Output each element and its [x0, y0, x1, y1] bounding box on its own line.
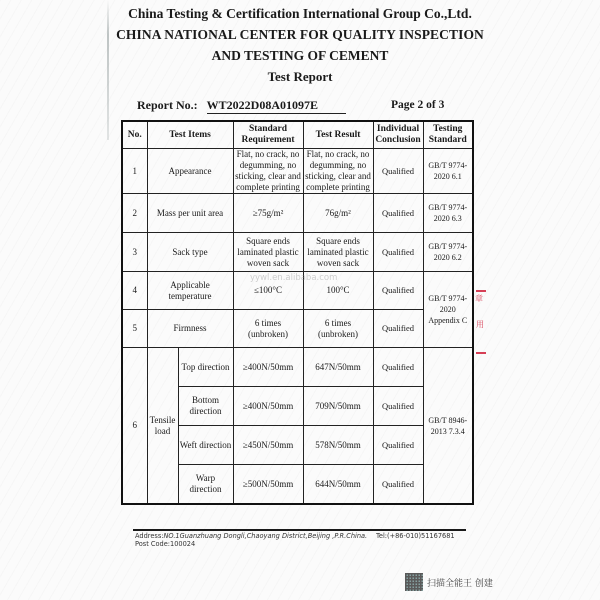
test-item: Appearance: [147, 149, 233, 194]
footer-telephone: Tel:(+86-010)51167681: [376, 532, 455, 540]
requirement: Flat, no crack, no degumming, no sticking, clear and complete printing: [233, 149, 303, 194]
row-no: 6: [122, 348, 147, 505]
test-item: Mass per unit area: [147, 194, 233, 233]
table-row: [122, 194, 473, 233]
conclusion: Qualified: [373, 348, 423, 387]
table-row: [122, 149, 473, 194]
row-no: 4: [122, 272, 147, 310]
result: 578N/50mm: [303, 426, 373, 465]
requirement: ≥75g/m²: [233, 194, 303, 233]
testing-standard: GB/T 9774-2020 Appendix C: [423, 272, 473, 348]
watermark: yywl.en.alibaba.com: [250, 273, 338, 283]
report-number: [137, 98, 346, 114]
report-number-label: Report No.:: [137, 98, 198, 112]
conclusion: Qualified: [373, 149, 423, 194]
conclusion: Qualified: [373, 387, 423, 426]
result: 647N/50mm: [303, 348, 373, 387]
report-number-value: WT2022D08A01097E: [207, 98, 346, 114]
company-name: China Testing & Certification International Group Co.,Ltd.: [128, 6, 472, 21]
test-item: Sack type: [147, 233, 233, 272]
row-no: 2: [122, 194, 147, 233]
col-header-conclusion: Individual Conclusion: [373, 121, 423, 149]
test-item: Applicable temperature: [147, 272, 233, 310]
post-code: Post Code:100024: [135, 540, 196, 548]
requirement: Square ends laminated plastic woven sack: [233, 233, 303, 272]
table-row: [122, 310, 473, 348]
col-header-standard: Testing Standard: [423, 121, 473, 149]
requirement: ≥450N/50mm: [233, 426, 303, 465]
requirement: 6 times (unbroken): [233, 310, 303, 348]
page-indicator: Page 2 of 3: [391, 99, 445, 111]
footer-address: [135, 532, 367, 548]
requirement: ≥500N/50mm: [233, 465, 303, 505]
tensile-direction: Warp direction: [178, 465, 233, 505]
result: 6 times (unbroken): [303, 310, 373, 348]
conclusion: Qualified: [373, 272, 423, 310]
table-header-row: [122, 121, 473, 149]
test-item: Tensile load: [147, 348, 178, 505]
qr-code-icon: [405, 573, 423, 591]
conclusion: Qualified: [373, 194, 423, 233]
table-row-tensile: [122, 348, 473, 387]
result: Flat, no crack, no degumming, no sticking, clear and complete printing: [303, 149, 373, 194]
requirement: ≤100°C: [233, 272, 303, 310]
document-title: Test Report: [267, 69, 333, 84]
scanner-label: 扫描全能王 创建: [427, 578, 493, 589]
conclusion: Qualified: [373, 233, 423, 272]
row-no: 3: [122, 233, 147, 272]
footer-divider: [133, 529, 466, 531]
conclusion: Qualified: [373, 465, 423, 505]
tensile-direction: Bottom direction: [178, 387, 233, 426]
row-no: 1: [122, 149, 147, 194]
requirement: ≥400N/50mm: [233, 348, 303, 387]
row-no: 5: [122, 310, 147, 348]
col-header-requirement: Standard Requirement: [233, 121, 303, 149]
result: 100°C: [303, 272, 373, 310]
center-name-line2: AND TESTING OF CEMENT: [211, 48, 389, 63]
conclusion: Qualified: [373, 310, 423, 348]
result: 76g/m²: [303, 194, 373, 233]
tensile-direction: Top direction: [178, 348, 233, 387]
scanner-watermark: [405, 573, 493, 591]
address-label: Address:: [135, 532, 164, 540]
testing-standard: GB/T 9774-2020 6.3: [423, 194, 473, 233]
test-item: Firmness: [147, 310, 233, 348]
red-seal-stamp: 章 用: [474, 290, 490, 360]
testing-standard: GB/T 9774-2020 6.1: [423, 149, 473, 194]
result: Square ends laminated plastic woven sack: [303, 233, 373, 272]
result: 644N/50mm: [303, 465, 373, 505]
col-header-result: Test Result: [303, 121, 373, 149]
testing-standard: GB/T 9774-2020 6.2: [423, 233, 473, 272]
tensile-direction: Weft direction: [178, 426, 233, 465]
testing-standard: GB/T 8946-2013 7.3.4: [423, 348, 473, 505]
conclusion: Qualified: [373, 426, 423, 465]
address-value: NO.1Guanzhuang Dongli,Chaoyang District,Beijing ,P.R.China.: [163, 532, 368, 540]
requirement: ≥400N/50mm: [233, 387, 303, 426]
test-results-table: [121, 120, 474, 505]
result: 709N/50mm: [303, 387, 373, 426]
col-header-test-items: Test Items: [147, 121, 233, 149]
table-row: [122, 233, 473, 272]
col-header-no: No.: [122, 121, 147, 149]
center-name-line1: CHINA NATIONAL CENTER FOR QUALITY INSPECTION: [116, 27, 484, 42]
